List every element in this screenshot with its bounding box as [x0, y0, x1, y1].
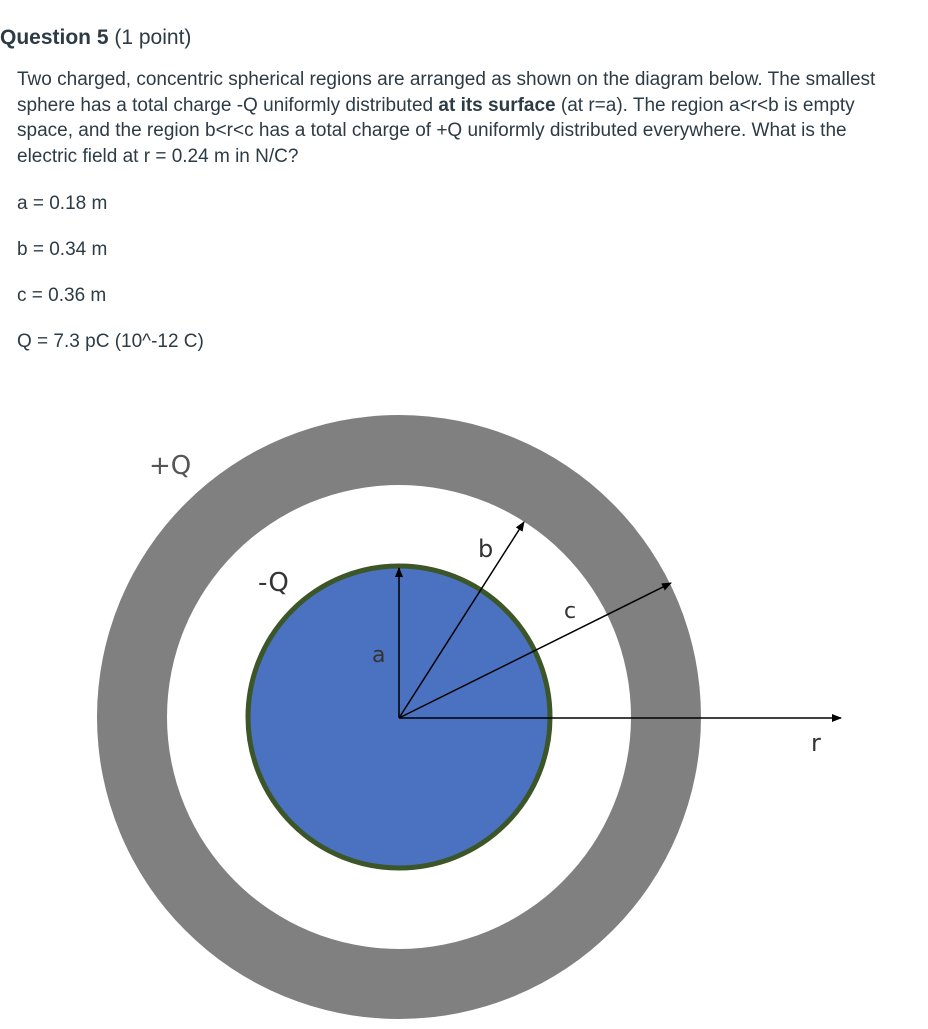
prompt-text-2: (at r=a). The region a<r<b is empty space, and the region b<r<c has a total charge of +Q uniformly distributed everywhere. What is the electric field at r = 0.24 m in N/C?: [17, 94, 855, 167]
diagram-svg: [0, 380, 928, 1024]
question-title: Question 5: [0, 26, 109, 49]
prompt-text-1: Two charged, concentric spherical regions are arranged as shown on the diagram below. The smallest sphere has a total charge -Q uniformly distributed: [17, 69, 876, 116]
sphere-diagram: [0, 380, 928, 1024]
question-points: (1 point): [114, 26, 192, 49]
label-a: a: [372, 643, 386, 668]
label-b: b: [478, 535, 494, 563]
label-plus-q: +Q: [149, 451, 192, 481]
label-c: c: [564, 599, 577, 624]
question-body: [17, 67, 897, 352]
param-q: Q = 7.3 pC (10^-12 C): [17, 331, 204, 352]
label-r: r: [811, 729, 821, 757]
label-minus-q: -Q: [258, 568, 289, 598]
prompt-emphasis: at its surface: [438, 94, 556, 116]
question-prompt: [17, 67, 897, 169]
question-header: [0, 26, 191, 50]
param-b: b = 0.34 m: [17, 239, 108, 260]
param-c: c = 0.36 m: [17, 285, 107, 306]
param-a: a = 0.18 m: [17, 193, 108, 214]
